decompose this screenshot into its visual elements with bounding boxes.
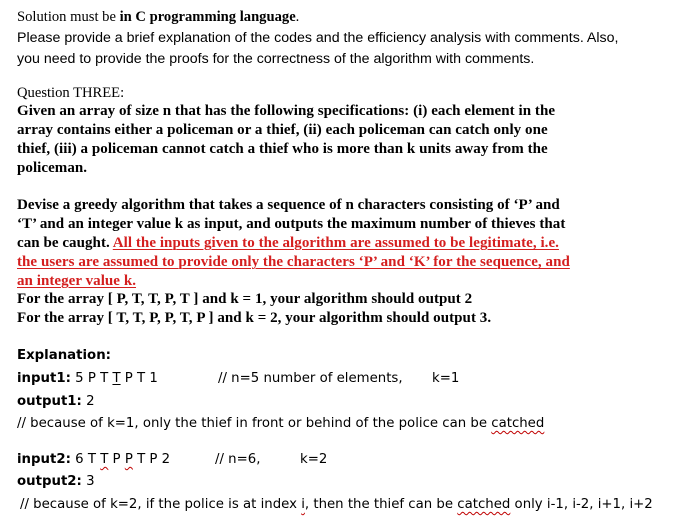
question-line-2: array contains either a policeman or a thief, (ii) each policeman can catch only one: [17, 122, 548, 138]
explanation-comment-1: // because of k=1, only the thief in front or behind of the police can be catched: [17, 416, 545, 431]
output2-line: output2: 3: [17, 474, 95, 489]
question-line-3: thief, (iii) a policeman cannot catch a thief who is more than k units away from the: [17, 141, 548, 157]
assumption-note: All the inputs given to the algorithm are assumed to be legitimate, i.e.: [112, 235, 559, 251]
assumption-note-line-2: the users are assumed to provide only the characters ‘P’ and ‘K’ for the sequence, and: [17, 254, 570, 270]
devise-line-3: can be caught. All the inputs given to the algorithm are assumed to be legitimate, i.e.: [17, 235, 559, 251]
devise-line-2: ‘T’ and an integer value k as input, and outputs the maximum number of thieves that: [17, 216, 566, 232]
question-line-1: Given an array of size n that has the following specifications: (i) each element in the: [17, 103, 556, 119]
question-heading: Question THREE:: [17, 85, 125, 101]
explanation-comment-2: // because of k=2, if the police is at index i, then the thief can be catched only i-1, i-2, i+1, i+2: [20, 497, 653, 512]
output1-line: output1: 2: [17, 394, 95, 409]
explanation-heading: Explanation:: [17, 348, 111, 363]
devise-line-1: Devise a greedy algorithm that takes a sequence of n characters consisting of ‘P’ and: [17, 197, 560, 213]
input1-line: input1: 5 P T T P T 1: [17, 371, 158, 386]
input2-line: input2: 6 T T P P T P 2: [17, 452, 171, 467]
input1-comment: // n=5 number of elements,: [218, 371, 403, 386]
question-line-4: policeman.: [17, 160, 88, 176]
example-2: For the array [ T, T, P, P, T, P ] and k = 2, your algorithm should output 3.: [17, 310, 492, 326]
instruction-line-2: you need to provide the proofs for the correctness of the algorithm with comments.: [17, 51, 535, 67]
requirement-line: Solution must be in C programming language.: [17, 9, 300, 25]
example-1: For the array [ P, T, T, P, T ] and k = 1, your algorithm should output 2: [17, 291, 473, 307]
input2-comment: // n=6,: [215, 452, 261, 467]
input1-k: k=1: [432, 371, 460, 386]
assumption-note-line-3: an integer value k.: [17, 273, 137, 289]
instruction-line-1: Please provide a brief explanation of the codes and the efficiency analysis with comments. Also,: [17, 30, 619, 46]
language-requirement: in C programming language: [119, 9, 296, 25]
input2-k: k=2: [300, 452, 328, 467]
